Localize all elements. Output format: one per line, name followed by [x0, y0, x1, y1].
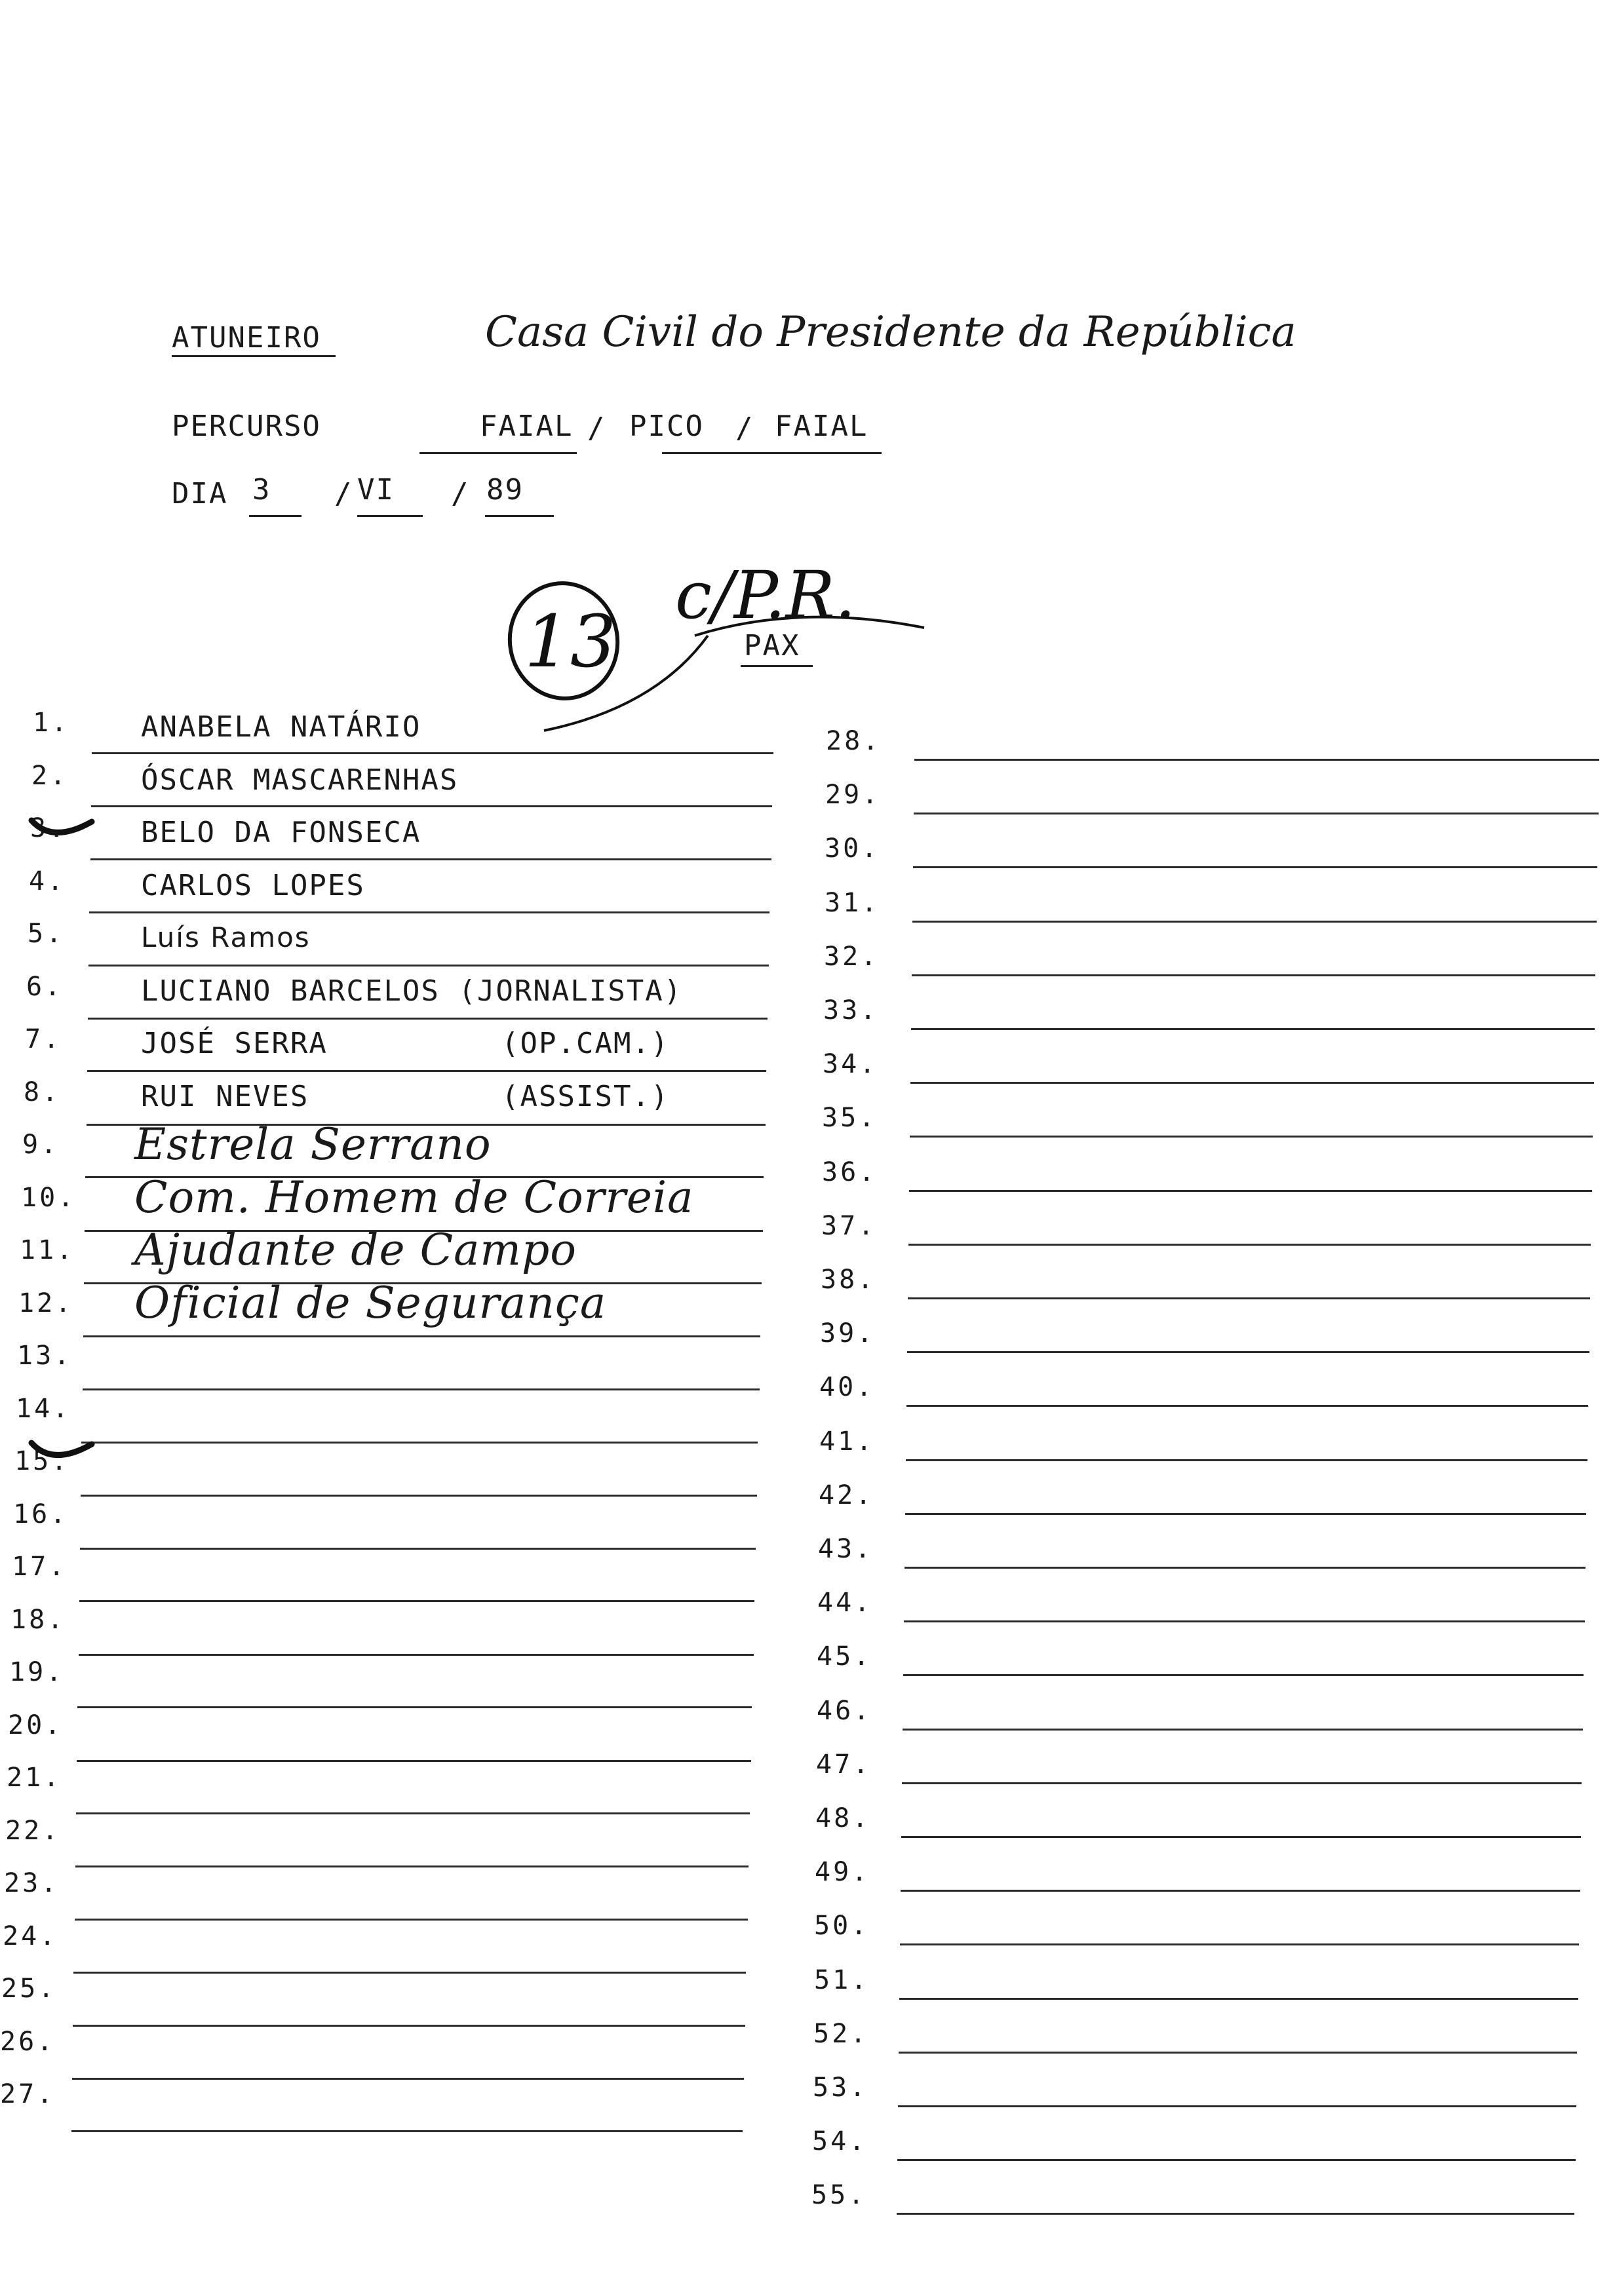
left-row-line	[92, 752, 773, 754]
left-row-number: 16.	[13, 1499, 69, 1529]
right-row-number: 49.	[815, 1857, 870, 1888]
left-row-number: 7.	[25, 1024, 62, 1054]
right-row-number: 35.	[822, 1103, 878, 1134]
right-row-line	[912, 921, 1597, 923]
left-row-number: 4.	[29, 866, 66, 896]
right-row-number: 32.	[824, 941, 880, 972]
left-row-line	[73, 2025, 745, 2027]
right-row-line	[911, 1028, 1595, 1030]
date-year-underline	[485, 515, 554, 517]
right-row-line	[905, 1513, 1586, 1515]
left-row-line	[91, 805, 772, 807]
right-row-line	[908, 1244, 1591, 1246]
right-row-line	[913, 866, 1597, 868]
right-row-line	[901, 1890, 1580, 1892]
right-row-line	[897, 2159, 1576, 2161]
left-row-number: 27.	[0, 2079, 56, 2109]
left-row-line	[83, 1335, 760, 1337]
right-row-line	[907, 1351, 1589, 1353]
left-row-line	[79, 1654, 754, 1656]
date-month-underline	[357, 515, 423, 517]
right-row-number: 28.	[826, 726, 882, 756]
date-sep2: /	[451, 477, 470, 510]
left-row-line	[81, 1495, 757, 1497]
left-row-number: 3.	[30, 813, 68, 843]
right-row-line	[898, 2105, 1576, 2107]
route-label: PERCURSO	[172, 410, 321, 443]
right-row-line	[902, 1782, 1582, 1784]
passenger-name: JOSÉ SERRA	[141, 1027, 328, 1060]
left-row-number: 14.	[16, 1393, 71, 1424]
pax-label: PAX	[744, 629, 800, 662]
handwritten-note: c/P.R.	[675, 557, 856, 634]
left-row-line	[88, 1018, 768, 1020]
passenger-name: CARLOS LOPES	[141, 868, 365, 902]
left-row-line	[87, 1070, 766, 1072]
right-row-line	[906, 1459, 1587, 1461]
right-row-number: 50.	[814, 1911, 870, 1942]
left-row-line	[75, 1919, 748, 1921]
left-row-number: 11.	[20, 1235, 75, 1265]
right-row-number: 54.	[812, 2126, 868, 2157]
right-row-number: 36.	[822, 1157, 878, 1187]
right-row-number: 53.	[813, 2073, 868, 2103]
passenger-name: Ajudante de Campo	[134, 1225, 577, 1275]
institution-heading: Casa Civil do Presidente da República	[485, 308, 1296, 356]
right-row-line	[914, 813, 1599, 814]
right-row-number: 42.	[819, 1480, 874, 1510]
right-row-number: 43.	[818, 1534, 874, 1564]
vessel-label: ATUNEIRO	[172, 321, 321, 354]
check-tick-icon	[26, 1435, 98, 1468]
route-underline-2	[662, 452, 882, 454]
left-row-number: 15.	[14, 1446, 70, 1476]
left-row-line	[89, 911, 769, 913]
left-row-number: 17.	[12, 1552, 68, 1582]
right-row-number: 33.	[823, 995, 879, 1025]
left-row-line	[73, 1972, 746, 1974]
right-row-number: 46.	[817, 1695, 872, 1726]
left-row-number: 13.	[17, 1341, 73, 1371]
passenger-name: Luís Ramos	[141, 921, 311, 953]
right-row-number: 45.	[817, 1641, 872, 1672]
right-row-number: 47.	[816, 1749, 872, 1780]
left-row-line	[77, 1760, 751, 1762]
left-row-number: 25.	[1, 1974, 57, 2004]
route-sep1: /	[587, 411, 606, 445]
right-row-line	[905, 1567, 1586, 1569]
route-part3: FAIAL	[775, 410, 868, 443]
date-month: VI	[357, 473, 395, 507]
right-row-line	[910, 1136, 1593, 1138]
passenger-role-note: (OP.CAM.)	[501, 1027, 670, 1060]
left-row-number: 20.	[8, 1710, 64, 1740]
left-row-number: 26.	[0, 2026, 56, 2057]
left-row-number: 18.	[10, 1604, 66, 1635]
left-row-number: 12.	[18, 1288, 74, 1318]
right-row-line	[903, 1729, 1583, 1731]
left-row-number: 22.	[5, 1815, 61, 1846]
passenger-name: Estrela Serrano	[134, 1119, 492, 1170]
left-row-line	[90, 858, 771, 860]
left-row-line	[77, 1706, 752, 1708]
right-row-line	[904, 1620, 1585, 1622]
right-row-line	[899, 2052, 1577, 2054]
right-row-number: 31.	[825, 887, 880, 918]
passenger-name: ÓSCAR MASCARENHAS	[141, 763, 459, 797]
left-row-number: 21.	[7, 1763, 62, 1793]
right-row-number: 34.	[823, 1049, 878, 1080]
right-row-line	[908, 1297, 1590, 1299]
right-row-number: 52.	[813, 2018, 869, 2049]
pax-underline	[741, 665, 813, 667]
right-row-line	[909, 1190, 1592, 1192]
left-row-number: 10.	[21, 1182, 77, 1213]
passenger-role-note: (ASSIST.)	[501, 1079, 670, 1113]
left-row-number: 1.	[33, 708, 70, 738]
left-row-line	[80, 1548, 756, 1550]
right-row-number: 30.	[825, 833, 880, 864]
right-row-number: 40.	[819, 1372, 875, 1403]
route-part1: FAIAL	[480, 410, 574, 443]
passenger-name: RUI NEVES	[141, 1079, 309, 1113]
route-underline-1	[419, 452, 577, 454]
left-row-line	[81, 1442, 758, 1444]
passenger-name: Com. Homem de Correia	[134, 1172, 694, 1223]
left-row-number: 9.	[22, 1130, 60, 1160]
right-row-number: 51.	[814, 1964, 870, 1995]
right-row-number: 48.	[815, 1803, 871, 1833]
right-row-line	[912, 974, 1595, 976]
right-row-line	[901, 1836, 1581, 1838]
route-part2: PICO	[629, 410, 704, 443]
right-row-line	[906, 1405, 1588, 1407]
left-row-number: 24.	[3, 1921, 58, 1951]
date-year: 89	[486, 473, 524, 507]
date-day-underline	[249, 515, 302, 517]
right-row-number: 41.	[819, 1426, 875, 1457]
left-row-line	[71, 2130, 743, 2132]
date-label: DIA	[172, 477, 228, 510]
passenger-name: LUCIANO BARCELOS (JORNALISTA)	[141, 974, 683, 1008]
left-row-number: 8.	[24, 1077, 61, 1107]
passenger-count: 13	[524, 600, 616, 683]
left-row-line	[83, 1388, 760, 1390]
left-row-line	[72, 2078, 744, 2080]
right-row-number: 44.	[817, 1588, 873, 1618]
right-row-line	[897, 2213, 1574, 2215]
route-sep2: /	[735, 411, 754, 445]
right-row-line	[914, 759, 1599, 761]
passenger-name: BELO DA FONSECA	[141, 816, 421, 849]
left-row-number: 23.	[4, 1868, 60, 1898]
left-row-line	[76, 1812, 750, 1814]
left-row-number: 2.	[31, 760, 69, 791]
right-row-number: 55.	[811, 2180, 867, 2211]
right-row-number: 39.	[820, 1318, 876, 1349]
right-row-line	[910, 1082, 1594, 1084]
passenger-name: ANABELA NATÁRIO	[141, 710, 421, 744]
right-row-line	[899, 1998, 1578, 2000]
right-row-line	[900, 1943, 1579, 1945]
right-row-number: 29.	[825, 780, 881, 811]
passenger-name: Oficial de Segurança	[134, 1277, 607, 1328]
right-row-line	[903, 1674, 1584, 1676]
check-tick-icon	[26, 813, 98, 845]
right-row-number: 38.	[821, 1265, 876, 1295]
right-row-number: 37.	[821, 1210, 877, 1241]
left-row-line	[79, 1600, 754, 1602]
left-row-number: 19.	[9, 1657, 65, 1687]
date-sep1: /	[334, 477, 353, 510]
left-row-number: 6.	[26, 971, 64, 1002]
left-row-line	[75, 1866, 749, 1867]
date-day: 3	[252, 473, 271, 507]
left-row-number: 5.	[28, 919, 65, 949]
vessel-label-underline	[172, 355, 336, 357]
left-row-line	[88, 965, 769, 966]
